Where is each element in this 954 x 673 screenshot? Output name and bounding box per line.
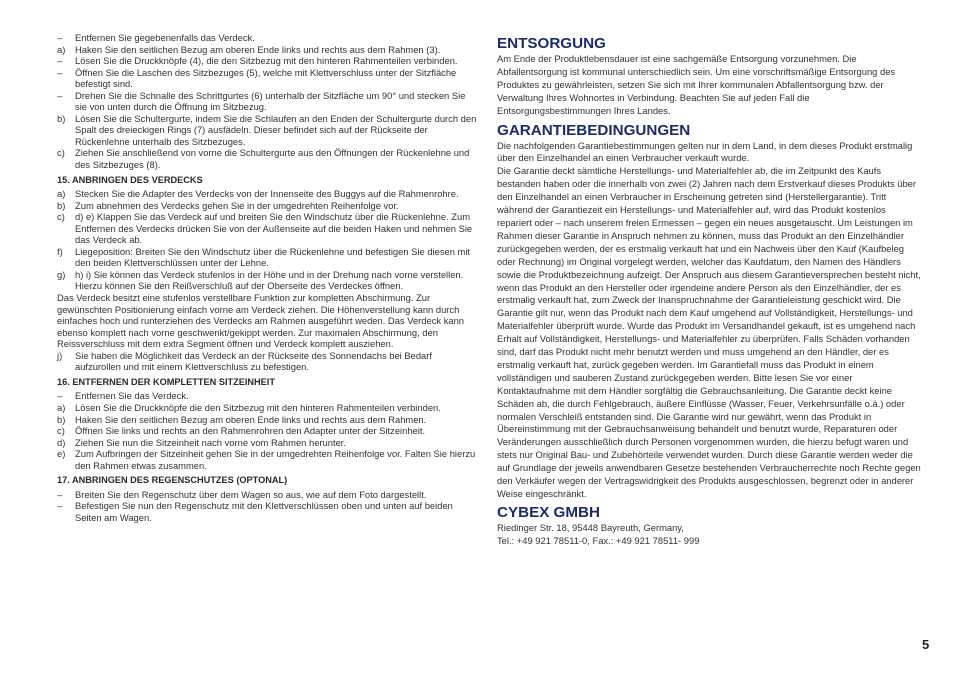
list-canopy-roll [57, 350, 477, 373]
list-item [57, 113, 477, 148]
address-line-2: Tel.: +49 921 78511-0, Fax.: +49 921 78511- 999 [497, 534, 700, 546]
list-item [57, 44, 477, 56]
list-marker: – [57, 32, 63, 43]
list-item [57, 32, 477, 44]
list-marker: – [57, 55, 63, 67]
entsorgung-text: Am Ende der Produktlebensdauer ist eine sachgemäße Entsorgung vorzunehmen. Die Abfallentsorgung ist kommunal unterschiedlich sein. Um eine vorschriftsmäßige Entsorgung des Produktes zu gewährleisten, setzen Sie sich mit Ihrer kommunalen Abfallentsorgung bzw. der Verwaltung Ihres Wohnortes in Verbindung. Beachten Sie auf jeden Fall die Entsorgungsbestimmungen Ihres Landes. [497, 53, 896, 116]
list-text: Entfernen Sie das Verdeck. [75, 390, 189, 402]
list-item [57, 390, 477, 402]
list-marker: c) [57, 147, 65, 159]
list-text: d) e) Klappen Sie das Verdeck auf und breiten Sie den Windschutz über die Rückenlehne. Zum Entfernen des Verdecks drücken Sie von der Außenseite auf die beiden Haken und nehmen Sie das Verdeck ab. [75, 211, 473, 246]
list-item [57, 90, 477, 113]
list-text: Stecken Sie die Adapter des Verdecks von der Innenseite des Buggys auf die Rahmenrohre. [75, 188, 459, 200]
list-marker: f) [57, 245, 63, 257]
page-number: 5 [922, 637, 930, 652]
entsorgung-heading: ENTSORGUNG [497, 35, 606, 52]
heading-rain-cover: 17. ANBRINGEN DES REGENSCHUTZES (OPTONAL) [57, 475, 288, 486]
list-item [57, 246, 477, 269]
list-text: Öffnen Sie links und rechts an den Rahmenrohren den Adapter unter der Sitzeinheit. [75, 425, 426, 437]
list-marker: b) [57, 199, 66, 211]
list-item [57, 55, 477, 67]
list-marker: c) [57, 425, 65, 437]
list-marker: g) [57, 268, 66, 280]
list-seat-unit [57, 390, 477, 471]
list-item [57, 200, 477, 212]
canopy-paragraph: Das Verdeck besitzt eine stufenlos verstellbare Funktion zur kompletten Abschirmung. Zur gewünschten Positionierung einfach vorne am Verdeck ziehen. Die Höhenverstellung kann durch einfaches hoch und runterziehen des Verdecks am Rahmen ausgeführt weden. Das Verdeck kann ebenso komplett nach vorne geschwenkt/gekippt werden. Zur maximalen Abschirmung, den Reissverschluss mit dem extra Segment öffnen und Verdeck komplett ausziehen. [57, 292, 465, 350]
list-item [57, 425, 477, 437]
list-text: Befestigen Sie nun den Regenschutz mit den Klettverschlüssen oben und unten auf beiden Seiten am Wagen. [75, 500, 453, 523]
list-text: Drehen Sie die Schnalle des Schrittgurtes (6) unterhalb der Sitzfläche um 90° und stecken Sie sie von unten durch die Öffnung im Sitzbezug. [75, 89, 466, 113]
list-text: Ziehen Sie nun die Sitzeinheit nach vorne vom Rahmen herunter. [75, 436, 346, 448]
list-marker: – [57, 500, 63, 512]
list-item [57, 67, 477, 90]
list-marker: a) [57, 188, 66, 200]
list-item [57, 402, 477, 414]
list-item [57, 188, 477, 200]
list-marker: – [57, 89, 63, 101]
address-line-1: Riedinger Str. 18, 95448 Bayreuth, Germany, [497, 521, 684, 533]
list-text: Breiten Sie den Regenschutz über dem Wagen so aus, wie auf dem Foto dargestellt. [75, 488, 427, 500]
list-marker: e) [57, 448, 66, 460]
heading-canopy: 15. ANBRINGEN DES VERDECKS [57, 174, 203, 185]
list-item [57, 269, 477, 292]
list-text: h) i) Sie können das Verdeck stufenlos in der Höhe und in der Drehung nach vorne verstellen. Hierzu können Sie den Reißverschluß auf der Oberseite des Verdeckes öffnen. [75, 268, 464, 292]
list-item [57, 448, 477, 471]
list-marker: c) [57, 211, 65, 223]
list-marker: d) [57, 436, 66, 448]
list-item [57, 489, 477, 501]
list-item [57, 350, 477, 373]
list-marker: b) [57, 413, 66, 425]
list-text: Liegeposition: Breiten Sie den Windschutz über die Rückenlehne und befestigen Sie diesen mit den beiden Klettverschlüssen unter der Lehne. [75, 245, 471, 269]
list-item [57, 414, 477, 426]
list-text: Haken Sie den seitlichen Bezug am oberen Ende links und rechts aus dem Rahmen. [75, 413, 427, 425]
list-marker: a) [57, 43, 66, 55]
list-text: Lösen Sie die Schultergurte, indem Sie die Schlaufen an den Enden der Schultergurte durch den Spalt des dreieckigen Rings (7) ausfädeln. Dieser befindet sich auf der Rückseite der Rückenlehne unterhalb des Sitzbezuges. [75, 112, 477, 147]
list-canopy [57, 188, 477, 292]
list-text: Ziehen Sie anschließend von vorne die Schultergurte aus den Öffnungen der Rückenlehne und des Sitzbezuges (8). [75, 147, 470, 171]
list-seat-cover-removal [57, 32, 477, 171]
list-rain-cover [57, 489, 477, 524]
list-item [57, 147, 477, 170]
list-text: Sie haben die Möglichkeit das Verdeck an der Rückseite des Sonnendachs bei Bedarf aufzurollen und mit einem Klettverschluss zu befestigen. [75, 349, 432, 373]
list-marker: – [57, 390, 63, 402]
list-text: Entfernen Sie gegebenenfalls das Verdeck. [75, 32, 255, 43]
garantie-paragraph-1: Die nachfolgenden Garantiebestimmungen gelten nur in dem Land, in dem dieses Produkt erstmalig über den Einzelhandel an einen Verbraucher verkauft wurde. [497, 139, 913, 164]
list-item [57, 211, 477, 246]
garantie-heading: GARANTIEBEDINGUNGEN [497, 121, 691, 139]
list-text: Lösen Sie die Druckknöpfe die den Sitzbezug mit den hinteren Rahmenteilen verbinden. [75, 401, 441, 413]
list-marker: j) [57, 349, 63, 361]
heading-seat-unit: 16. ENTFERNEN DER KOMPLETTEN SITZEINHEIT [57, 376, 275, 387]
left-column [57, 32, 477, 523]
list-item [57, 500, 477, 523]
list-text: Zum abnehmen des Verdecks gehen Sie in der umgedrehten Reihenfolge vor. [75, 199, 399, 211]
list-text: Lösen Sie die Druckknöpfe (4), die den Sitzbezug mit den hinteren Rahmenteilen verbinden. [75, 55, 458, 67]
list-text: Öffnen Sie die Laschen des Sitzbezuges (5), welche mit Klettverschluss unter der Sitzfläche befestigt sind. [75, 66, 457, 90]
right-column [497, 33, 921, 548]
garantie-paragraph-2: Die Garantie deckt sämtliche Herstellungs- und Materialfehler ab, die im Zeitpunkt des Kaufs bestanden haben oder die innerhalb von zwei (2) Jahren nach dem Erstverkauf dieses Produkts über den Einzelhandel an einen Verbraucher in Erscheinung getreten sind (Herstellergarantie). Tritt während der Garantiezeit ein Herstellungs- und Materialfehler auf, wird das Produkt kostenlos repariert oder – nach unserem freien Ermessen – gegen ein neues ausgetauscht. Um Leistungen im Rahmen dieser Garantie in Anspruch nehmen zu können, muss das Produkt an den Einzelhändler zurückgegeben werden, der es erstmalig verkauft hat und ein Nachweis über den Kauf (Kaufbeleg oder Rechnung) im Original vorgelegt werden, welcher das Kaufdatum, den Namen des Händlers sowie die Produktbezeichnung aufzeigt. Der Anspruch aus diesem Garantieversprechen besteht nicht, wenn das Produkt an den Hersteller oder irgendeine andere Person als den Einzelhändler, der es erstmalig verkauft hat, zum Zweck der Inanspruchnahme der Garantieleistung geschickt wird. Die Garantie gilt nur, wenn das Produkt nach dem Kauf umgehend auf Vollständigkeit, Herstellungs- und Materialfehler überprüft wurde. Wurde das Produkt im Versandhandel gekauft, ist es umgehend nach Erhalt auf Vollständigkeit, Herstellungs- und Materialfehler zu überprüfen. Falls Schäden vorhanden sind, darf das Produkt nicht mehr benutzt werden und muss umgehend an den Händler, der es erstmalig verkauft hat, zurück gegeben werden. Im Garantiefall muss das Produkt in einem vollständigen und sauberen Zustand zurückgegeben werden. Bitte lesen Sie vor einer Kontaktaufnahme mit dem Händler sorgfältig die Gebrauchsanleitung. Die Garantie deckt keine Schäden ab, die durch Fehlgebrauch, äußere Einflüsse (Wasser, Feuer, Verkehrsunfälle o.ä.) oder normalen Verschleiß entstanden sind. Die Garantie wird nur gewährt, wenn das Produkt in Übereinstimmung mit der Gebrauchsanweisung behandelt und benutzt wurde, Reparaturen oder Veränderungen ausschließlich durch Personen vorgenommen wurden, die hierzu befugt waren und stets nur Original Bau- und Zubehörteile verwendet wurden. Durch diese Garantie werden weder die auf Grundlage der jeweils anwendbaren Gesetze bestehenden Verbraucherrechte noch Rechte gegen den Verkäufer wegen der Vertragswidrigkeit des Produkts ausgeschlossen, begrenzt oder in anderer Weise eingeschränkt. [497, 165, 921, 499]
list-marker: – [57, 66, 63, 78]
list-item [57, 437, 477, 449]
list-marker: – [57, 488, 63, 500]
cybex-heading: CYBEX GMBH [497, 503, 600, 521]
list-text: Zum Aufbringen der Sitzeinheit gehen Sie in der umgedrehten Reihenfolge vor. Falten Sie hierzu den Rahmen etwas zusammen. [75, 448, 476, 471]
list-marker: a) [57, 401, 66, 413]
list-marker: b) [57, 112, 66, 124]
list-text: Haken Sie den seitlichen Bezug am oberen Ende links und rechts aus dem Rahmen (3). [75, 43, 441, 55]
